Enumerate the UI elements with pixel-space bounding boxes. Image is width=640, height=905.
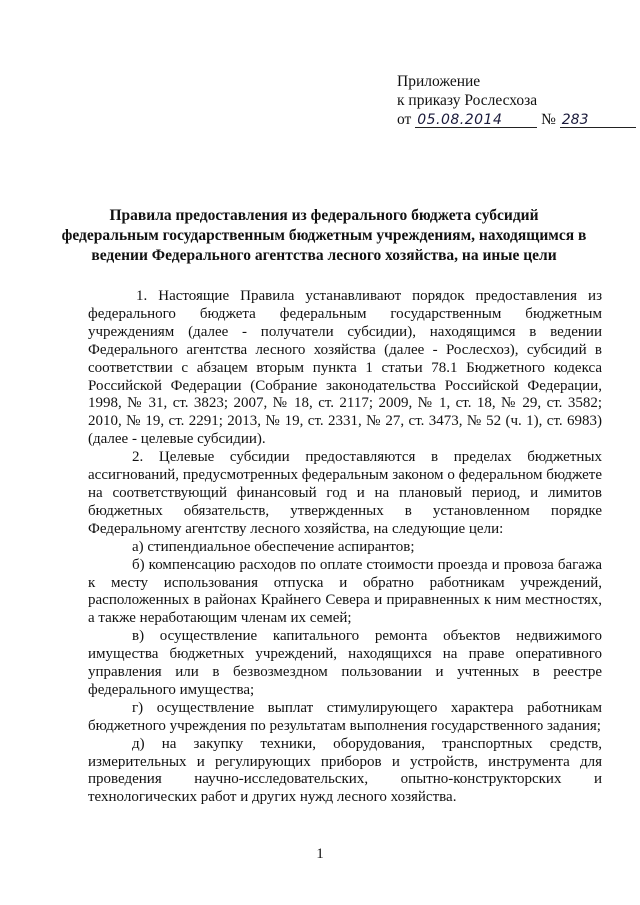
- document-title: Правила предоставления из федерального бюджета субсидий федеральным государственным бюджетным учреждениям, находящимся в ведении Федерального агентства лесного хозяйства, на иные цели: [61, 207, 587, 264]
- document-body: [88, 288, 602, 807]
- handwritten-order-number: 283: [560, 113, 636, 128]
- header-date-number-line: [397, 110, 636, 129]
- handwritten-date: 05.08.2014: [415, 113, 537, 128]
- number-sign: №: [541, 111, 556, 128]
- list-item-d: д) на закупку техники, оборудования, транспортных средств, измерительных и регулирующих приборов и устройств, инструмента для проведения научно-исследовательских, опытно-конструкторских и технологических работ и других нужд лесного хозяйства.: [88, 735, 602, 806]
- list-item-a: а) стипендиальное обеспечение аспирантов;: [132, 538, 415, 555]
- date-prefix: от: [397, 111, 412, 128]
- list-item-b: б) компенсацию расходов по оплате стоимости проезда и провоза багажа к месту использования отпуска и обратно работникам учреждений, расположенных в районах Крайнего Севера и приравненных к ним местностях, а также неработающим членам их семей;: [88, 556, 602, 627]
- list-item-g: г) осуществление выплат стимулирующего характера работникам бюджетного учреждения по результатам выполнения государственного задания;: [88, 699, 602, 734]
- page-number: 1: [316, 846, 324, 862]
- header-appendix-label: Приложение: [397, 73, 481, 90]
- list-item-v: в) осуществление капитального ремонта объектов недвижимого имущества бюджетных учреждений, находящихся на праве оперативного управления или в безвозмездном пользовании и учтенных в реестре федерального имущества;: [88, 628, 602, 698]
- appendix-header: [397, 72, 636, 129]
- header-order-reference: к приказу Рослесхоза: [397, 92, 538, 109]
- paragraph-2: 2. Целевые субсидии предоставляются в пределах бюджетных ассигнований, предусмотренных федеральным законом о федеральном бюджете на соответствующий финансовый год и на плановый период, и лимитов бюджетных обязательств, утвержденных в установленном порядке Федеральному агентству лесного хозяйства, на следующие цели:: [88, 449, 602, 537]
- paragraph-1: 1. Настоящие Правила устанавливают порядок предоставления из федерального бюджета федеральным государственным бюджетным учреждениям (далее - получатели субсидии), находящимся в ведении Федерального агентства лесного хозяйства (далее - Рослесхоз), субсидий в соответствии с абзацем вторым пункта 1 статьи 78.1 Бюджетного кодекса Российской Федерации (Собрание законодательства Российской Федерации, 1998, № 31, ст. 3823; 2007, № 18, ст. 2117; 2009, № 1, ст. 18, № 29, ст. 3582; 2010, № 19, ст. 2291; 2013, № 19, ст. 2331, № 27, ст. 3473, № 52 (ч. 1), ст. 6983) (далее - целевые субсидии).: [88, 288, 602, 448]
